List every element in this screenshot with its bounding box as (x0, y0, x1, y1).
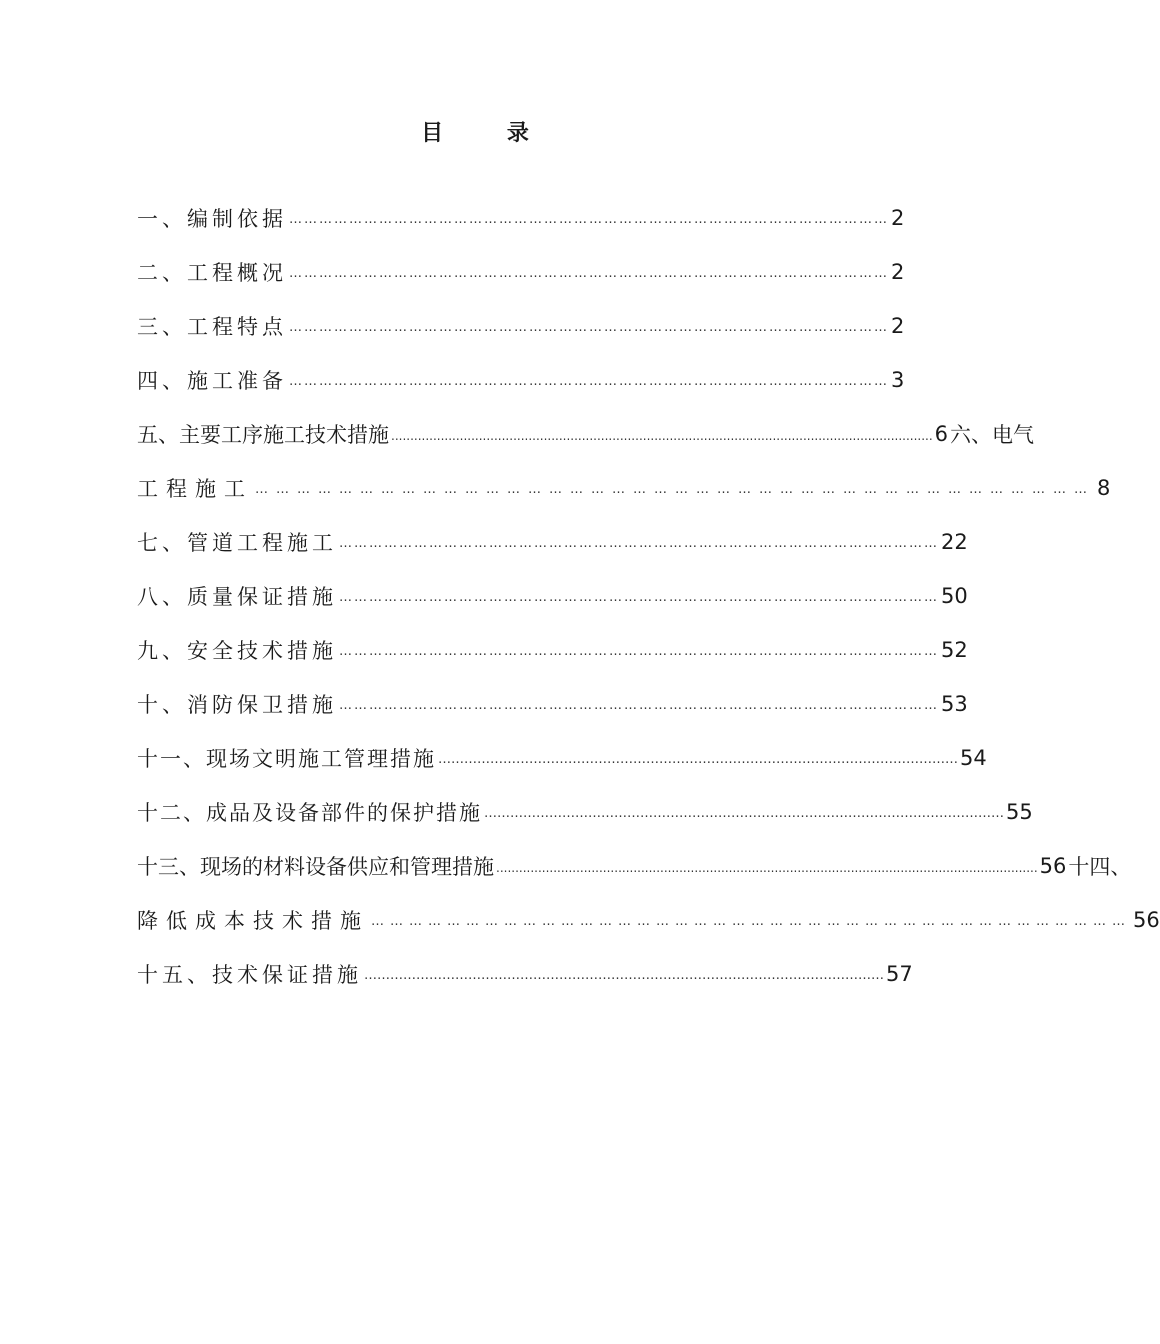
toc-entry[interactable] (137, 198, 905, 238)
toc-leader: ………………………………………………………………………………………………………… (339, 644, 939, 659)
toc-entry[interactable] (137, 900, 1160, 940)
toc-entry-label: 十一、现场文明施工管理措施 (137, 747, 436, 771)
toc-leader: ………………………………………………………………………………………………………… (484, 806, 1004, 821)
toc-entry-label: 十、消防保卫措施 (137, 693, 337, 717)
toc-leader: ………………………………………………………………………………………………………… (339, 536, 939, 551)
toc-page-number: 3 (891, 368, 905, 392)
toc-entry-label: 十二、成品及设备部件的保护措施 (137, 801, 482, 825)
toc-entry-label: 十三、现场的材料设备供应和管理措施 (137, 855, 494, 879)
toc-page-number: 53 (941, 692, 968, 716)
toc-entry[interactable] (137, 360, 905, 400)
toc-entry-continuation: 十四、 (1068, 855, 1132, 879)
toc-leader: .............................................................................................................................................. (496, 861, 1038, 875)
toc-leader: ………………………………………………………………………………………………………… (364, 968, 884, 983)
toc-page-number: 54 (960, 746, 987, 770)
toc-page-number: 2 (891, 206, 905, 230)
toc-entry[interactable] (137, 522, 968, 562)
toc-entry-label: 八、质量保证措施 (137, 585, 337, 609)
toc-entry[interactable] (137, 468, 1111, 508)
toc-entry[interactable] (137, 684, 968, 724)
toc-entry[interactable] (137, 846, 1132, 886)
toc-leader: ………………………………………………………………………………………………………… (289, 266, 889, 281)
toc-entry-label: 七、管道工程施工 (137, 531, 337, 555)
toc-entry-label: 十五、技术保证措施 (137, 963, 362, 987)
toc-entry-label: 降低成本技术措施 (137, 909, 369, 933)
toc-page-number: 2 (891, 260, 905, 284)
toc-entry[interactable] (137, 576, 968, 616)
toc-leader: ………………………………………………………………………………………………………… (371, 914, 1131, 929)
toc-entry-continuation: 六、电气 (950, 423, 1035, 447)
toc-page-number: 56 (1039, 854, 1067, 878)
toc-entry-label: 九、安全技术措施 (137, 639, 337, 663)
toc-entry-label: 工程施工 (137, 477, 253, 501)
page-title: 目 录 (421, 121, 557, 146)
toc-leader: ………………………………………………………………………………………………………… (289, 320, 889, 335)
toc-page-number: 57 (886, 962, 913, 986)
toc-leader: ………………………………………………………………………………………………………… (438, 752, 958, 767)
toc-leader: ………………………………………………………………………………………………………… (255, 482, 1095, 497)
toc-leader: ………………………………………………………………………………………………………… (339, 590, 939, 605)
toc-entry[interactable] (137, 792, 1033, 832)
toc-entry[interactable] (137, 306, 905, 346)
toc-page-number: 22 (941, 530, 968, 554)
toc-page-number: 56 (1133, 908, 1160, 932)
toc-entry-label: 五、主要工序施工技术措施 (137, 423, 389, 447)
toc-entry-label: 二、工程概况 (137, 261, 287, 285)
toc-entry[interactable] (137, 738, 987, 778)
toc-page-number: 55 (1006, 800, 1033, 824)
toc-leader: ………………………………………………………………………………………………………… (339, 698, 939, 713)
toc-entry[interactable] (137, 954, 913, 994)
toc-entry[interactable] (137, 252, 905, 292)
toc-entry[interactable] (137, 414, 1035, 454)
toc-page-number: 6 (934, 422, 949, 446)
toc-entry-label: 三、工程特点 (137, 315, 287, 339)
toc-page-number: 52 (941, 638, 968, 662)
toc-leader: ………………………………………………………………………………………………………… (289, 212, 889, 227)
toc-entry[interactable] (137, 630, 968, 670)
toc-entry-label: 一、编制依据 (137, 207, 287, 231)
toc-leader: ………………………………………………………………………………………………………… (289, 374, 889, 389)
toc-leader: .............................................................................................................................................. (391, 429, 933, 443)
toc-page-number: 50 (941, 584, 968, 608)
toc-page-number: 8 (1097, 476, 1111, 500)
toc-entry-label: 四、施工准备 (137, 369, 287, 393)
toc-page-number: 2 (891, 314, 905, 338)
